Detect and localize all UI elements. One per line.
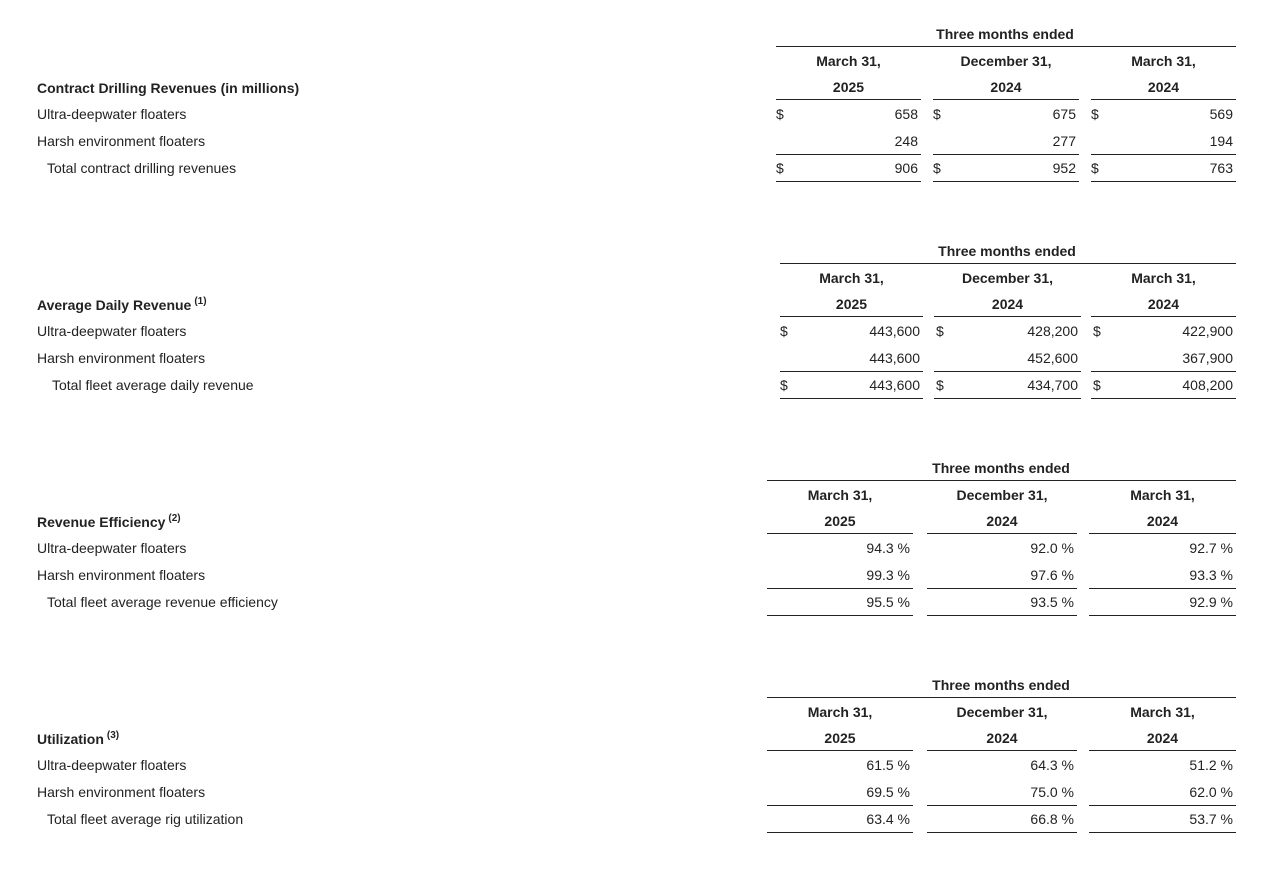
currency-symbol: $ [936,377,944,393]
currency-symbol: $ [1091,160,1099,176]
section-title [37,80,299,96]
subtotal-rule [780,371,923,372]
column-header-year: 2024 [990,79,1022,95]
subtotal-rule [776,154,921,155]
row-label: Total fleet average rig utilization [47,811,244,827]
table-cell-value: 569 [1209,106,1233,122]
column-header-year: 2025 [824,730,856,746]
table-section [0,242,1269,452]
column-header-rule [927,533,1077,534]
row-label: Harsh environment floaters [37,350,206,366]
header-rule [780,263,1236,264]
period-header: Three months ended [932,460,1070,476]
table-cell-value: 763 [1209,160,1233,176]
currency-symbol: $ [933,160,941,176]
subtotal-rule [934,371,1081,372]
subtotal-rule [1089,588,1236,589]
section-title-text: Revenue Efficiency [37,514,166,530]
period-header: Three months ended [938,243,1076,259]
row-label: Ultra-deepwater floaters [37,323,187,339]
column-header-year: 2024 [1146,730,1179,746]
table-cell-value: 64.3 % [1030,757,1074,773]
table-cell-value: 99.3 % [866,567,910,583]
column-header-month: March 31, [1130,487,1195,503]
column-header-year: 2025 [824,513,856,529]
footnote-marker: (1) [194,296,207,308]
table-cell-value: 61.5 % [866,757,910,773]
column-header-rule [927,750,1077,751]
table-cell-value: 66.8 % [1030,811,1074,827]
table-cell-value: 92.0 % [1030,540,1074,556]
section-title-text: Average Daily Revenue [37,297,192,313]
subtotal-rule [1091,371,1236,372]
footnote-marker: (3) [106,730,120,742]
row-label: Ultra-deepwater floaters [37,106,187,122]
table-section [0,25,1269,235]
table-cell-value: 906 [894,160,918,176]
footnote-marker: (2) [168,513,181,525]
table-cell-value: 69.5 % [866,784,910,800]
table-cell-value: 443,600 [869,377,920,393]
table-cell-value: 53.7 % [1189,811,1233,827]
column-header-month: December 31, [960,53,1052,69]
row-label: Harsh environment floaters [37,133,206,149]
total-rule [933,181,1079,182]
column-header-year: 2024 [986,730,1018,746]
currency-symbol: $ [780,377,788,393]
column-header-year: 2024 [986,513,1018,529]
column-header-year: 2024 [1147,79,1180,95]
column-header-month: March 31, [1130,704,1195,720]
section-title [37,297,207,313]
column-header-rule [1089,533,1236,534]
table-cell-value: 434,700 [1027,377,1078,393]
column-header-month: March 31, [819,270,884,286]
column-header-rule [934,316,1081,317]
column-header-year: 2024 [991,296,1024,312]
column-header-year: 2024 [1146,513,1179,529]
total-rule [767,615,913,616]
column-header-month: March 31, [807,487,873,503]
subtotal-rule [1089,805,1236,806]
column-header-rule [767,533,913,534]
section-title-text: Utilization [37,731,104,747]
currency-symbol: $ [776,106,784,122]
table-cell-value: 443,600 [869,323,920,339]
column-header-year: 2025 [832,79,865,95]
column-header-rule [767,750,913,751]
row-label: Total fleet average daily revenue [52,377,254,393]
table-section [0,459,1269,669]
table-section [0,676,1269,886]
table-cell-value: 62.0 % [1189,784,1233,800]
table-cell-value: 658 [894,106,918,122]
total-rule [776,181,921,182]
row-label: Ultra-deepwater floaters [37,757,187,773]
column-header-month: December 31, [956,487,1048,503]
header-rule [767,480,1236,481]
row-label: Harsh environment floaters [37,784,206,800]
table-cell-value: 75.0 % [1030,784,1074,800]
column-header-rule [1091,99,1236,100]
section-title [37,514,181,530]
column-header-year: 2025 [835,296,868,312]
table-cell-value: 94.3 % [866,540,910,556]
row-label: Ultra-deepwater floaters [37,540,187,556]
header-rule [767,697,1236,698]
table-cell-value: 51.2 % [1189,757,1233,773]
period-header: Three months ended [936,26,1074,42]
total-rule [934,398,1081,399]
table-cell-value: 248 [894,133,918,149]
table-cell-value: 95.5 % [866,594,910,610]
row-label: Harsh environment floaters [37,567,206,583]
subtotal-rule [927,588,1077,589]
column-header-year: 2024 [1147,296,1180,312]
table-cell-value: 428,200 [1027,323,1078,339]
column-header-rule [780,316,923,317]
column-header-month: March 31, [1131,270,1196,286]
table-cell-value: 408,200 [1182,377,1233,393]
currency-symbol: $ [1093,377,1101,393]
currency-symbol: $ [776,160,784,176]
subtotal-rule [927,805,1077,806]
column-header-rule [776,99,921,100]
currency-symbol: $ [1093,323,1101,339]
column-header-month: March 31, [1131,53,1196,69]
column-header-rule [1091,316,1236,317]
total-rule [1091,181,1236,182]
currency-symbol: $ [933,106,941,122]
subtotal-rule [933,154,1079,155]
table-cell-value: 93.3 % [1189,567,1233,583]
table-cell-value: 93.5 % [1030,594,1074,610]
total-rule [927,832,1077,833]
table-cell-value: 952 [1052,160,1076,176]
table-cell-value: 194 [1209,133,1233,149]
total-rule [1089,615,1236,616]
row-label: Total fleet average revenue efficiency [47,594,278,610]
currency-symbol: $ [780,323,788,339]
column-header-rule [933,99,1079,100]
currency-symbol: $ [936,323,944,339]
total-rule [1089,832,1236,833]
total-rule [927,615,1077,616]
subtotal-rule [1091,154,1236,155]
table-cell-value: 92.9 % [1189,594,1233,610]
subtotal-rule [767,805,913,806]
total-rule [1091,398,1236,399]
section-title-text: Contract Drilling Revenues (in millions) [37,80,300,96]
column-header-month: March 31, [816,53,881,69]
currency-symbol: $ [1091,106,1099,122]
subtotal-rule [767,588,913,589]
table-cell-value: 277 [1052,133,1076,149]
total-rule [780,398,923,399]
section-title [37,731,119,747]
table-cell-value: 92.7 % [1189,540,1233,556]
header-rule [776,46,1236,47]
table-cell-value: 422,900 [1182,323,1233,339]
table-cell-value: 452,600 [1027,350,1078,366]
table-cell-value: 63.4 % [866,811,910,827]
column-header-month: December 31, [961,270,1054,286]
table-cell-value: 675 [1052,106,1076,122]
column-header-month: December 31, [956,704,1048,720]
table-cell-value: 367,900 [1182,350,1233,366]
period-header: Three months ended [932,677,1070,693]
total-rule [767,832,913,833]
table-cell-value: 97.6 % [1030,567,1074,583]
column-header-rule [1089,750,1236,751]
column-header-month: March 31, [807,704,873,720]
row-label: Total contract drilling revenues [47,160,237,176]
table-cell-value: 443,600 [869,350,920,366]
